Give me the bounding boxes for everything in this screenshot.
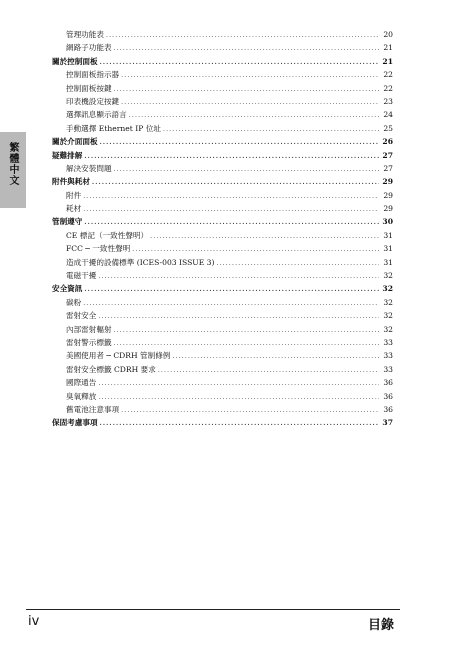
- toc-entry[interactable]: [52, 149, 393, 162]
- toc-entry[interactable]: [52, 55, 393, 68]
- toc-entry-title: 舊電池注意事項: [66, 404, 120, 414]
- toc-entry-title: CE 標記（一致性聲明）: [66, 230, 149, 240]
- toc-entry[interactable]: [52, 162, 393, 175]
- toc-entry-page: 27: [383, 163, 393, 173]
- toc-entry-page: 37: [382, 418, 393, 428]
- toc-entry[interactable]: [52, 323, 393, 336]
- toc-entry-page: 33: [383, 337, 393, 347]
- dot-leader: [114, 324, 379, 337]
- toc-entry-title: 雷射安全: [66, 311, 97, 321]
- toc-entry-page: 32: [383, 311, 393, 321]
- dot-leader: [84, 216, 379, 229]
- toc-entry[interactable]: [52, 108, 393, 121]
- dot-leader: [121, 69, 379, 82]
- toc-entry-title: 管制遵守: [52, 217, 83, 227]
- toc-entry-page: 36: [383, 404, 393, 414]
- dot-leader: [114, 163, 379, 176]
- dot-leader: [84, 283, 379, 296]
- dot-leader: [92, 176, 379, 189]
- toc-entry-title: 關於控制面板: [52, 56, 98, 66]
- toc-entry-title: 內部雷射輻射: [66, 324, 112, 334]
- toc-entry[interactable]: [52, 82, 393, 95]
- toc-entry[interactable]: [52, 256, 393, 269]
- dot-leader: [100, 417, 379, 430]
- dot-leader: [98, 377, 379, 390]
- toc-entry-page: 20: [383, 30, 393, 39]
- dot-leader: [132, 243, 379, 256]
- toc-entry-page: 32: [383, 271, 393, 281]
- toc-entry-page: 36: [383, 391, 393, 401]
- toc-entry-title: 解決安裝問題: [66, 163, 112, 173]
- toc-entry-page: 22: [383, 70, 393, 80]
- toc-entry[interactable]: [52, 282, 393, 295]
- dot-leader: [172, 350, 379, 363]
- toc-entry-page: 31: [383, 244, 393, 254]
- dot-leader: [106, 29, 379, 42]
- toc-entry[interactable]: [52, 242, 393, 255]
- toc-entry[interactable]: [52, 28, 393, 41]
- toc-entry[interactable]: [52, 269, 393, 282]
- toc-entry[interactable]: [52, 403, 393, 416]
- toc-entry-title: 碳粉: [66, 297, 82, 307]
- toc-entry-page: 22: [383, 83, 393, 93]
- toc-entry-title: 雷射安全標籤 CDRH 要求: [66, 364, 156, 374]
- dot-leader: [84, 150, 379, 163]
- toc-entry-title: 關於介面面板: [52, 137, 98, 147]
- toc-entry[interactable]: [52, 336, 393, 349]
- toc-entry-title: 耗材: [66, 204, 82, 214]
- dot-leader: [121, 96, 379, 109]
- side-tab-label: 繁體中文: [7, 142, 18, 186]
- toc-entry-page: 21: [383, 43, 393, 53]
- toc-entry[interactable]: [52, 390, 393, 403]
- toc-entry-title: 保固考慮事項: [52, 418, 98, 428]
- toc-entry-title: 附件與耗材: [52, 177, 90, 187]
- toc-entry-title: 電磁干擾: [66, 271, 97, 281]
- toc-entry[interactable]: [52, 376, 393, 389]
- toc-entry[interactable]: [52, 416, 393, 429]
- dot-leader: [100, 136, 379, 149]
- footer-page-number: iv: [28, 614, 40, 629]
- dot-leader: [158, 364, 379, 377]
- toc-entry-page: 31: [383, 230, 393, 240]
- toc-entry-page: 26: [382, 137, 393, 147]
- toc-entry-page: 32: [383, 297, 393, 307]
- toc-entry[interactable]: [52, 122, 393, 135]
- dot-leader: [98, 391, 379, 404]
- footer-section-title: 目錄: [368, 618, 395, 633]
- toc-entry-page: 33: [383, 364, 393, 374]
- toc-entry-title: 臭氧釋放: [66, 391, 97, 401]
- toc-entry-page: 29: [383, 204, 393, 214]
- toc-entry[interactable]: [52, 68, 393, 81]
- toc-entry-page: 29: [383, 190, 393, 200]
- toc-entry-page: 27: [382, 150, 393, 160]
- toc-entry[interactable]: [52, 363, 393, 376]
- toc-entry-page: 36: [383, 378, 393, 388]
- toc-entry-title: 控制面板指示器: [66, 70, 120, 80]
- dot-leader: [83, 203, 379, 216]
- toc-entry-title: 選擇訊息顯示語言: [66, 110, 127, 120]
- dot-leader: [114, 42, 379, 55]
- toc-entry[interactable]: [52, 349, 393, 362]
- dot-leader: [98, 270, 379, 283]
- toc-entry-title: FCC ─ 一致性聲明: [66, 244, 131, 254]
- toc-entry-page: 21: [382, 56, 393, 66]
- toc-entry[interactable]: [52, 95, 393, 108]
- toc-entry-page: 25: [383, 123, 393, 133]
- toc-entry[interactable]: [52, 215, 393, 228]
- toc-entry-title: 國際通告: [66, 378, 97, 388]
- toc-entry[interactable]: [52, 229, 393, 242]
- toc-entry[interactable]: [52, 175, 393, 188]
- toc-entry[interactable]: [52, 135, 393, 148]
- toc-entry-page: 33: [383, 351, 393, 361]
- dot-leader: [83, 297, 379, 310]
- footer-divider: [26, 609, 400, 610]
- toc-entry-title: 安全資訊: [52, 284, 83, 294]
- toc-entry-page: 24: [383, 110, 393, 120]
- dot-leader: [163, 123, 379, 136]
- toc-entry-title: 手動選擇 Ethernet IP 位址: [66, 123, 161, 133]
- dot-leader: [114, 337, 379, 350]
- dot-leader: [114, 83, 379, 96]
- toc-entry-title: 附件: [66, 190, 82, 200]
- toc-entry-page: 32: [383, 324, 393, 334]
- dot-leader: [129, 109, 379, 122]
- toc-entry[interactable]: [52, 41, 393, 54]
- dot-leader: [121, 404, 379, 417]
- dot-leader: [98, 310, 379, 323]
- toc-entry-page: 30: [382, 217, 393, 227]
- toc-entry-page: 31: [383, 257, 393, 267]
- table-of-contents: [52, 28, 393, 430]
- toc-entry-title: 控制面板按鍵: [66, 83, 112, 93]
- toc-entry[interactable]: [52, 296, 393, 309]
- toc-entry-title: 管理功能表: [66, 30, 104, 39]
- dot-leader: [150, 230, 379, 243]
- toc-entry[interactable]: [52, 202, 393, 215]
- toc-entry-page: 23: [383, 96, 393, 106]
- toc-entry-title: 印表機設定按鍵: [66, 96, 120, 106]
- toc-entry-page: 29: [382, 177, 393, 187]
- dot-leader: [83, 190, 379, 203]
- toc-entry-title: 雷射警示標籤: [66, 337, 112, 347]
- toc-entry-page: 32: [382, 284, 393, 294]
- toc-entry-title: 網路子功能表: [66, 43, 112, 53]
- dot-leader: [100, 56, 379, 69]
- toc-entry[interactable]: [52, 309, 393, 322]
- toc-entry-title: 美國使用者 ─ CDRH 管制條例: [66, 351, 171, 361]
- toc-entry-title: 疑難排解: [52, 150, 83, 160]
- toc-entry-title: 造成干擾的設備標準 (ICES-003 ISSUE 3): [66, 257, 215, 267]
- dot-leader: [216, 257, 379, 270]
- toc-entry[interactable]: [52, 189, 393, 202]
